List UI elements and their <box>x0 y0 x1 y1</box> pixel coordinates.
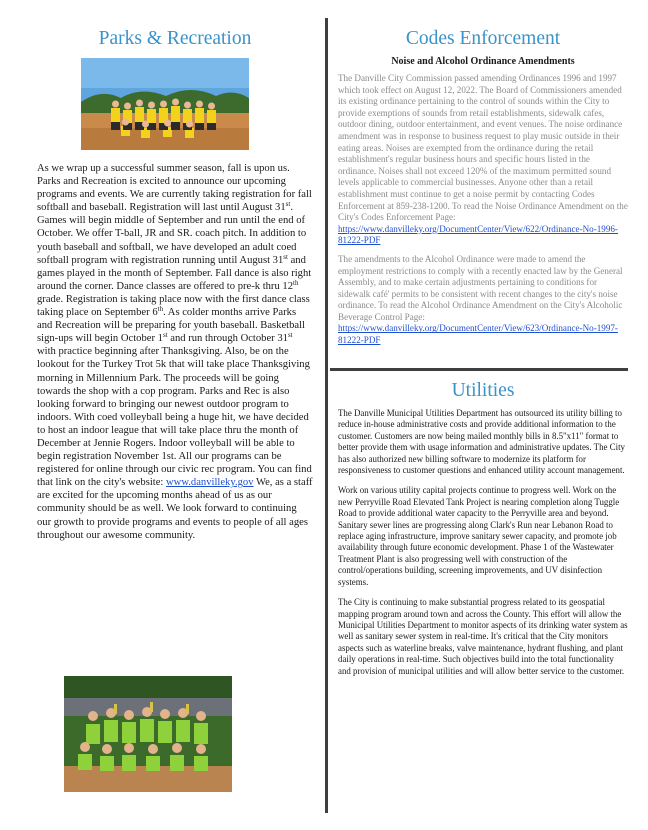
alcohol-ordinance-link[interactable]: https://www.danvilleky.org/DocumentCenter/View/623/Ordinance-No-1997-81222-PDF <box>338 323 618 346</box>
parks-article-body: As we wrap up a successful summer season, fall is upon us. Parks and Recreation is excited to announce our upcoming programs and events. We are currently taking registration for fall softball and baseball. Registration will last until August 31st. Games will begin middle of September and run until the end of October. We offer T-ball, JR and SR. coach pitch. In addition to youth baseball and softball, we have developed an adult coed softball program with registration running until August 31st and games played in the month of September. Fall dance is also right around the corner. Dance classes are offered to pre-k thru 12th grade. Registration is taking place now with the first dance class taking place on September 6th. As colder months arrive Parks and Recreation will be preparing for youth baseball. Basketball sign-ups will begin October 1st and run through October 31st with practice beginning after Thanksgiving. Also, be on the lookout for the Turkey Trot 5k that will take place Thanksgiving morning in Millennium Park. The proceeds will be going towards the shop with a cop program. Parks and Rec is also looking forward to bringing our newest outdoor program to indoors. With coed volleyball being a huge hit, we have decided to host an indoor league that will take place thru the month of December at Jennie Rogers. Indoor volleyball will be able to begin registration November 1st. All our programs can be registered for online through our civic rec program. You can find that link on the city's website: www.danvilleky.gov We, as a staff are excited for the upcoming months ahead of us as our community should be as well. We look forward to continuing our growth to provide programs and events to people of all ages throughout our awesome community. <box>37 163 313 541</box>
parks-recreation-section <box>37 28 313 542</box>
codes-enforcement-section <box>338 28 628 354</box>
codes-paragraph: The Danville City Commission passed amending Ordinances 1996 and 1997 which took effect on August 12, 2022. The Board of Commissioners amended its existing ordinance pertaining to the control of sounds within the City to provide exemptions of sounds from retail establishments, sidewalk cafes, outdoor dining, outdoor entertainment, and event venues. The noise ordinance amendment was in response to business request to play music outside in their eating areas. Noises are exempted from the ordinance during the retail establishment's regular business hours and specific hours listed in the ordinance. Noises shall not exceed 120% of the maximum permitted sound levels applicable to commercial businesses. Anyone other than a retail establishment must continue to get a noise permit by contacting Codes Enforcement at 859-238-1200. To read the Noise Ordinance Amendment on the City's Codes Enforcement Page: https://www.danvilleky.org/DocumentCenter/View/622/Ordinance-No-1996-81222-PDF <box>338 73 628 246</box>
utilities-paragraph: The Danville Municipal Utilities Department has outsourced its utility billing to reduce in-house administrative costs and provide additional information to the customer. Customers are now being mailed monthly bills in 8.5"x11" format to better provide them with usage information and administrative updates. The City has also authorized new billing software to modernize its platform for responsiveness to customer questions and enhanced utility account management. <box>338 408 625 476</box>
codes-paragraph: The amendments to the Alcohol Ordinance were made to amend the employment restrictions to comply with a recently enacted law by the General Assembly, and to make certain adjustments pertaining to conditions for sidewalk café' permits to be consistent with recent changes to the city's noise ordinance. To read the Alcohol Ordinance Amendment on the City's Alcoholic Beverage Control Page: https://www.danvilleky.org/DocumentCenter/View/623/Ordinance-No-1997-81222-PDF <box>338 253 623 346</box>
codes-article-body <box>338 73 628 347</box>
parks-title: Parks & Recreation <box>98 28 252 49</box>
noise-ordinance-link[interactable]: https://www.danvilleky.org/DocumentCenter/View/622/Ordinance-No-1996-81222-PDF <box>338 223 618 246</box>
utilities-paragraph: The City is continuing to make substantial progress related to its geospatial mapping program around town and across the County. This effort will allow the Municipal Utilities Department to monitor aspects of its drinking water system as well as sanitary sewer system in real-time. It's critical that the City monitors aspects such as waterline breaks, valve maintenance, hydrant flushing, and plant daily operations in real-time. Such objectives build into the total functionality and provision of municipal utilities and will allow better service to the customer. <box>338 597 628 676</box>
utilities-article-body <box>338 408 628 686</box>
danville-website-link[interactable]: www.danvilleky.gov <box>166 477 254 489</box>
softball-team-photo <box>81 58 249 150</box>
codes-subtitle: Noise and Alcohol Ordinance Amendments <box>391 56 575 67</box>
column-divider <box>325 18 328 813</box>
tball-team-photo <box>64 676 232 792</box>
utilities-title: Utilities <box>451 380 515 401</box>
utilities-paragraph: Work on various utility capital projects continue to progress well. Work on the new Perryville Road Elevated Tank Project is nearing completion along Tuggle Road to provide additional water capacity to the Perryville area and beyond. Sanitary sewer lines are progressing along Clark's Run near Lebanon Road to replace aging infrastructure, improve sanitary sewer capacity, and promote job availability through future economic development. Phase 1 of the Wastewater Treatment Plant is also progressing well with construction of the control/operations building, screening improvements, and UV disinfection systems. <box>338 485 620 587</box>
codes-title: Codes Enforcement <box>405 28 561 49</box>
section-divider <box>330 368 628 371</box>
